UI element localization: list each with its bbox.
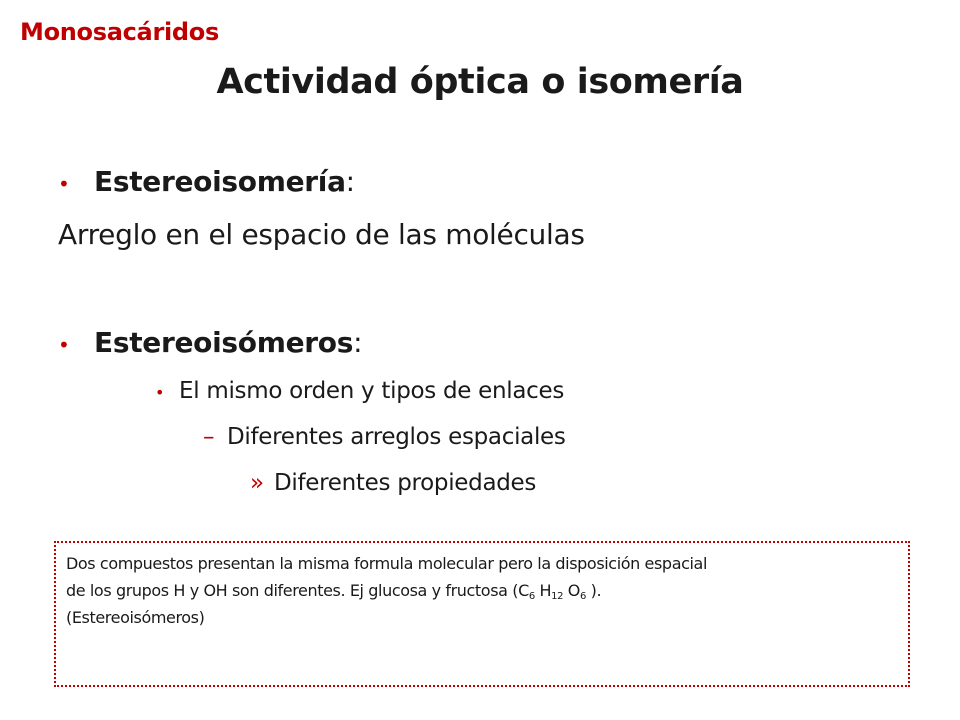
bullet-marker: • <box>58 172 70 196</box>
note-line-3: (Estereoisómeros) <box>66 608 205 627</box>
sub-sub-sub-bullet-propiedades <box>250 470 536 496</box>
term-estereoisomeros: Estereoisómeros <box>94 326 354 359</box>
dash-marker: – <box>203 424 215 450</box>
sub-bullet-text: El mismo orden y tipos de enlaces <box>179 378 565 404</box>
subscript-h: 12 <box>551 591 564 602</box>
section-label: Monosacáridos <box>20 18 219 46</box>
note-line-1: Dos compuestos presentan la misma formula molecular pero la disposición espacial <box>66 554 707 573</box>
note-line-2-suffix: ). <box>585 581 602 600</box>
bullet-marker: • <box>58 333 70 357</box>
note-h-label: H <box>534 581 552 600</box>
bullet-estereoisomeros <box>58 326 362 359</box>
definition-line: Arreglo en el espacio de las moléculas <box>58 218 585 251</box>
note-line-2 <box>66 577 898 604</box>
subscript-c: 6 <box>528 591 535 602</box>
sub-sub-sub-bullet-text: Diferentes propiedades <box>274 470 537 496</box>
slide-title: Actividad óptica o isomería <box>216 62 744 102</box>
note-o-label: O <box>563 581 580 600</box>
sub-bullet-orden <box>155 378 564 404</box>
note-line-2-prefix: de los grupos H y OH son diferentes. Ej glucosa y fructosa (C <box>66 581 529 600</box>
sub-sub-bullet-text: Diferentes arreglos espaciales <box>227 424 566 450</box>
chevron-marker: » <box>250 470 265 496</box>
sub-sub-bullet-arreglos <box>203 424 566 450</box>
note-box <box>54 541 910 687</box>
bullet-estereoisomeria <box>58 165 355 198</box>
subscript-o: 6 <box>579 591 586 602</box>
term-estereoisomeria: Estereoisomería <box>94 165 346 198</box>
term-colon: : <box>345 165 355 198</box>
sub-bullet-marker: • <box>155 383 165 402</box>
term-colon: : <box>353 326 363 359</box>
